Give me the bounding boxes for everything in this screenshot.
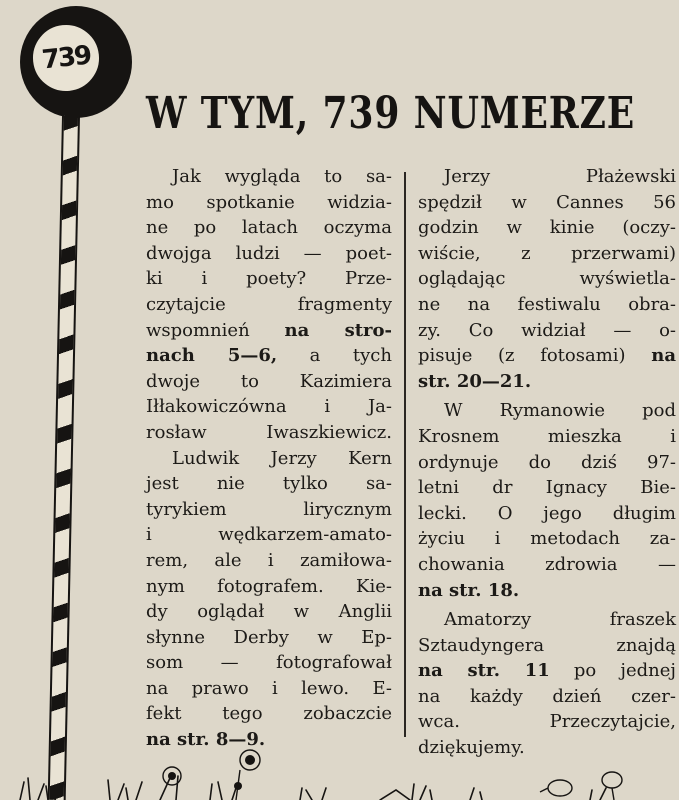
left-column: Jak wygląda to sa- mo spotkanie widzia- ne po latach oczyma dwojga ludzi — poet- ki i poety? Prze- czytajcie fragmenty wspomnień na stro- nach 5—6, a tych dwoje to Kazimiera Iłłakowiczówna i Ja- rosław Iwaszkiewicz. Ludwik Jerzy Kern jest nie tylko sa- tyrykiem lirycznym i wędkarzem-amato- rem, ale i zamiłowa- nym fotografem. Kie- dy oglądał w Anglii słynne Derby w Ep- som — fotografował na prawo i lewo. E- fekt tego zobaczcie na str. 8—9. <box>146 166 392 751</box>
headline: W TYM, 739 NUMERZE <box>146 88 636 139</box>
striped-pole-illustration <box>48 116 80 800</box>
paragraph-4: W Rymanowie pod <box>444 400 676 422</box>
grass-and-flowers-illustration <box>0 748 679 800</box>
issue-number: 739 <box>26 18 105 97</box>
paragraph-1: Jak wygląda to sa- <box>172 166 392 187</box>
paragraph-3: Jerzy Płażewski <box>444 166 676 187</box>
column-divider <box>404 172 406 737</box>
paragraph-2: Ludwik Jerzy Kern <box>172 447 392 469</box>
paragraph-5: Amatorzy fraszek <box>444 609 676 631</box>
right-column: Jerzy Płażewski spędził w Cannes 56 godzin w kinie (oczy- wiście, z przerwami) oglądając wyświetla- ne na festiwalu obra- zy. Co widział — o- pisuje (z fotosami) na str. 20—21. W Rymanowie pod Krosnem mieszka i ordynuje do dziś 97- letni dr Ignacy Bie- lecki. O jego długim życiu i metodach za- chowania zdrowia — na str. 18. Amatorzy fraszek Sztaudyngera znajdą na str. 11 po jednej na każdy dzień czer- wca. Przeczytajcie, dziękujemy. <box>418 166 676 759</box>
